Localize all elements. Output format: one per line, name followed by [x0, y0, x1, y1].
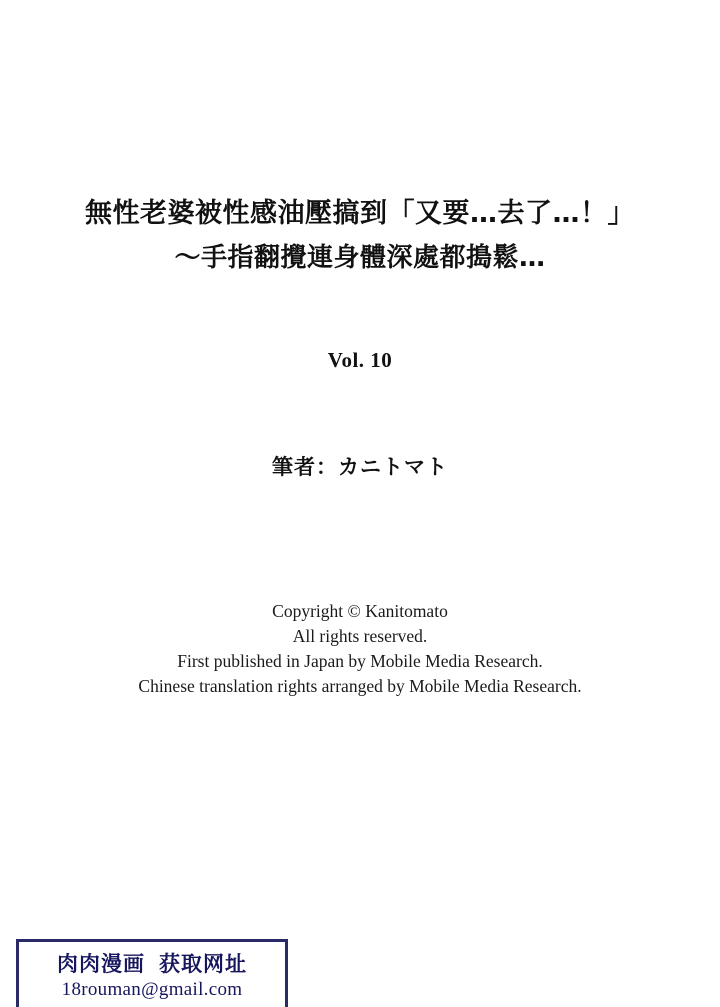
watermark-action: 获取网址 [159, 951, 247, 976]
author-label: 筆者：カニトマト [272, 455, 448, 479]
title-line-2: ～手指翻攪連身體深處都搗鬆… [174, 243, 546, 273]
title-line-1: 無性老婆被性感油壓搞到「又要…去了…！」 [85, 198, 635, 229]
watermark-email: 18rouman@gmail.com [61, 978, 243, 1000]
copyright-block [138, 599, 581, 699]
watermark-badge [16, 939, 288, 1007]
watermark-brand: 肉肉漫画 [57, 951, 145, 976]
title-block [0, 192, 720, 280]
volume-label: Vol. 10 [327, 348, 393, 372]
copyright-line-4: Chinese translation rights arranged by Mobile Media Research. [138, 676, 582, 696]
copyright-line-1: Copyright © Kanitomato [272, 601, 448, 621]
copyright-line-2: All rights reserved. [292, 626, 428, 646]
watermark-top-line [57, 950, 247, 978]
copyright-line-3: First published in Japan by Mobile Media Research. [177, 651, 543, 671]
